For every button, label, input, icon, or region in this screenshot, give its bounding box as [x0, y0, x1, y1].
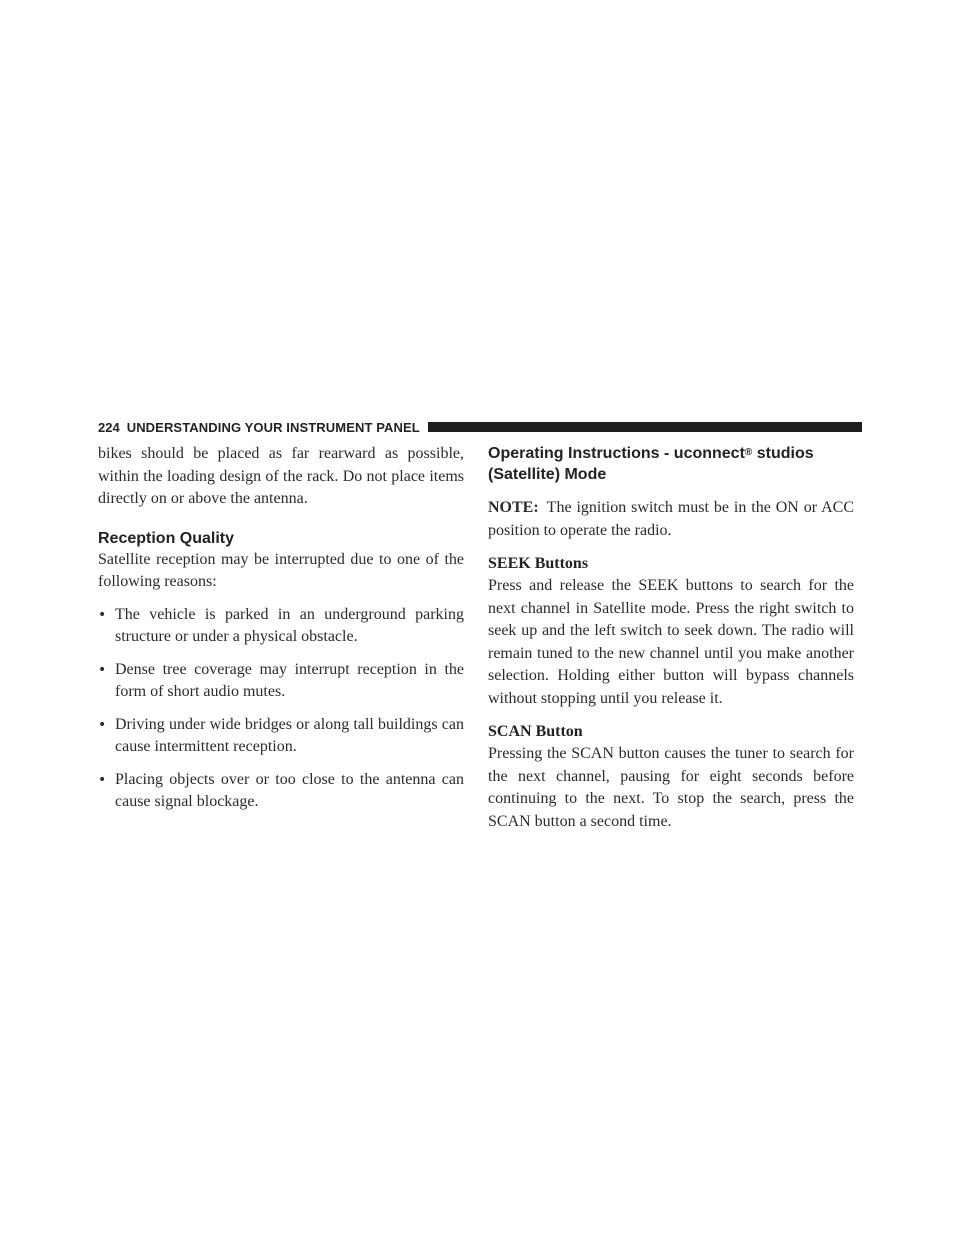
bullet-text: Placing objects over or too close to the antenna can cause signal blockage.	[115, 770, 464, 810]
bullet-dot-icon: •	[98, 716, 107, 733]
reception-quality-heading: Reception Quality	[98, 529, 235, 547]
bullet-item	[98, 604, 464, 649]
reception-paragraph: Satellite reception may be interrupted due to one of the following reasons:	[98, 550, 464, 590]
scan-button-heading: SCAN Button	[488, 723, 583, 740]
scan-paragraph: Pressing the SCAN button causes the tuner to search for the next channel, pausing for eight seconds before continuing to the next. To stop the search, press the SCAN button a second time.	[488, 745, 854, 830]
page-number: 224	[98, 419, 120, 435]
note-label: NOTE:	[488, 499, 539, 516]
bullet-item	[98, 769, 464, 814]
seek-paragraph: Press and release the SEEK buttons to search for the next channel in Satellite mode. Press the right switch to seek up and the left switch to seek down. The radio will remain tuned to the new channel until you make another selection. Holding either button will bypass channels without stopping until you release it.	[488, 577, 854, 707]
heading-text-part2: studios (Satellite) Mode	[488, 445, 814, 483]
intro-paragraph: bikes should be placed as far rearward as possible, within the loading design of the rack. Do not place items directly on or above the antenna.	[98, 445, 464, 507]
left-column	[98, 443, 464, 814]
registered-mark: ®	[744, 447, 753, 458]
bullet-item	[98, 714, 464, 759]
bullet-text: Driving under wide bridges or along tall buildings can cause intermittent reception.	[115, 715, 464, 755]
bullet-item	[98, 659, 464, 704]
bullet-dot-icon: •	[98, 606, 107, 623]
bullet-dot-icon: •	[98, 771, 107, 788]
section-title: UNDERSTANDING YOUR INSTRUMENT PANEL	[126, 419, 420, 435]
bullet-text: Dense tree coverage may interrupt reception in the form of short audio mutes.	[115, 660, 464, 700]
page-header	[98, 417, 862, 437]
heading-text-part1: Operating Instructions - uconnect	[488, 445, 745, 462]
seek-buttons-heading: SEEK Buttons	[488, 555, 589, 572]
header-rule	[428, 422, 862, 432]
right-column	[488, 443, 854, 833]
note-paragraph	[488, 497, 854, 542]
operating-instructions-heading	[488, 443, 854, 485]
reception-bullet-list	[98, 604, 464, 814]
bullet-dot-icon: •	[98, 661, 107, 678]
note-text: The ignition switch must be in the ON or ACC position to operate the radio.	[488, 499, 854, 539]
bullet-text: The vehicle is parked in an underground parking structure or under a physical obstacle.	[115, 605, 464, 645]
